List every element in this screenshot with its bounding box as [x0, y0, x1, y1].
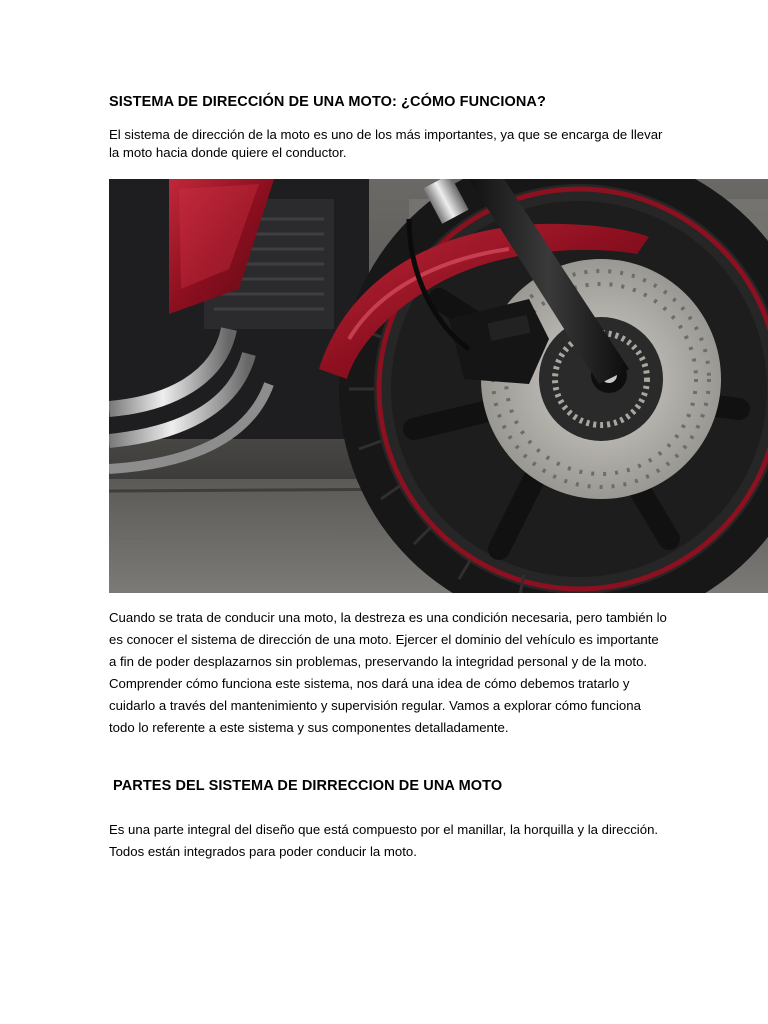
parts-paragraph: Es una parte integral del diseño que está compuesto por el manillar, la horquilla y la dirección. Todos están integrados para poder conducir la moto. — [109, 822, 659, 859]
body-paragraph: Comprender cómo funciona este sistema, nos dará una idea de cómo debemos tratarlo y cuidarlo a través del mantenimiento y supervisión regular. Vamos a explorar cómo funciona todo lo referente a este sistema y sus componentes detalladamente. — [109, 676, 641, 735]
body-paragraph: Cuando se trata de conducir una moto, la destreza es una condición necesaria, pero también lo es conocer el sistema de dirección de una moto. Ejercer el dominio del vehículo es importante a fin de poder desplazarnos sin problemas, preservando la integridad personal y de la moto. — [109, 610, 667, 669]
page-title: SISTEMA DE DIRECCIÓN DE UNA MOTO: ¿CÓMO FUNCIONA? — [109, 94, 546, 110]
motorcycle-front-wheel-photo — [109, 179, 768, 593]
intro-paragraph: El sistema de dirección de la moto es uno de los más importantes, ya que se encarga de llevar la moto hacia donde quiere el conductor. — [109, 127, 663, 160]
body-text — [109, 607, 669, 739]
section-title-parts: PARTES DEL SISTEMA DE DIRRECCION DE UNA MOTO — [113, 778, 503, 794]
